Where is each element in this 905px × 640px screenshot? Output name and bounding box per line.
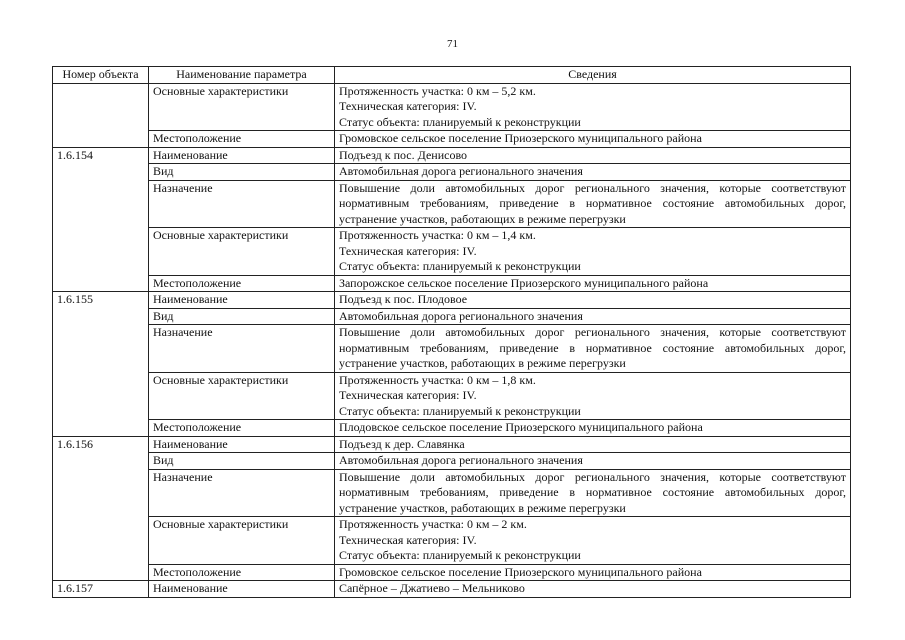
details-line: Повышение доли автомобильных дорог регионального значения, которые соответствуют нормативным требованиям, приведение в нормативное состояние автомобильных дорог, устранение участков, работающих в режиме перегрузки	[339, 325, 846, 370]
details-cell	[335, 180, 851, 228]
parameter-name-cell: Вид	[149, 453, 335, 470]
details-cell	[335, 453, 851, 470]
details-line: Автомобильная дорога регионального значения	[339, 308, 583, 323]
header-parameter-name: Наименование параметра	[149, 67, 335, 84]
details-cell	[335, 325, 851, 373]
parameter-name-cell: Основные характеристики	[149, 372, 335, 420]
parameter-name-cell: Основные характеристики	[149, 228, 335, 276]
details-line: Статус объекта: планируемый к реконструкции	[339, 259, 581, 273]
details-cell	[335, 469, 851, 517]
parameter-name-cell: Наименование	[149, 581, 335, 598]
table-row	[53, 131, 851, 148]
object-number-cell	[53, 372, 149, 420]
details-cell	[335, 164, 851, 181]
details-line: Техническая категория: IV.	[339, 532, 477, 547]
parameter-name-cell: Назначение	[149, 469, 335, 517]
object-number-cell: 1.6.156	[53, 436, 149, 453]
details-line: Протяженность участка: 0 км – 5,2 км.	[339, 83, 536, 98]
table-row	[53, 469, 851, 517]
details-line: Запорожское сельское поселение Приозерского муниципального района	[339, 275, 709, 290]
table-row	[53, 308, 851, 325]
parameter-name-cell: Назначение	[149, 325, 335, 373]
details-cell	[335, 372, 851, 420]
table-header	[53, 67, 851, 84]
table-row	[53, 228, 851, 276]
details-line: Протяженность участка: 0 км – 1,4 км.	[339, 228, 536, 242]
object-number-cell	[53, 420, 149, 437]
object-number-cell	[53, 469, 149, 517]
parameter-name-cell: Вид	[149, 308, 335, 325]
details-line: Автомобильная дорога регионального значения	[339, 453, 583, 467]
parameter-name-cell: Назначение	[149, 180, 335, 228]
details-cell	[335, 83, 851, 131]
table-body	[53, 83, 851, 597]
table-row	[53, 292, 851, 309]
table-row	[53, 564, 851, 581]
details-line: Техническая категория: IV.	[339, 388, 477, 402]
object-number-cell	[53, 83, 149, 131]
table-row	[53, 164, 851, 181]
details-line: Подъезд к пос. Денисово	[339, 147, 468, 162]
details-line: Плодовское сельское поселение Приозерского муниципального района	[339, 420, 703, 434]
header-row	[53, 67, 851, 84]
object-number-cell	[53, 180, 149, 228]
object-number-cell: 1.6.157	[53, 581, 149, 598]
details-cell	[335, 517, 851, 565]
table-row	[53, 517, 851, 565]
object-number-cell: 1.6.155	[53, 292, 149, 309]
details-cell	[335, 275, 851, 292]
details-line: Подъезд к дер. Славянка	[339, 436, 465, 451]
parameter-name-cell: Местоположение	[149, 420, 335, 437]
object-number-cell	[53, 131, 149, 148]
details-cell	[335, 308, 851, 325]
details-line: Статус объекта: планируемый к реконструкции	[339, 403, 581, 418]
parameter-name-cell: Вид	[149, 164, 335, 181]
table-row	[53, 325, 851, 373]
details-line: Протяженность участка: 0 км – 1,8 км.	[339, 372, 536, 387]
details-line: Техническая категория: IV.	[339, 99, 477, 113]
object-number-cell: 1.6.154	[53, 147, 149, 164]
details-line: Техническая категория: IV.	[339, 243, 477, 258]
table-row	[53, 436, 851, 453]
details-cell	[335, 420, 851, 437]
details-line: Протяженность участка: 0 км – 2 км.	[339, 517, 527, 531]
table-row	[53, 180, 851, 228]
details-line: Статус объекта: планируемый к реконструкции	[339, 548, 581, 562]
details-cell	[335, 436, 851, 453]
parameter-name-cell: Основные характеристики	[149, 517, 335, 565]
object-number-cell	[53, 517, 149, 565]
table-row	[53, 372, 851, 420]
table-row	[53, 420, 851, 437]
details-cell	[335, 581, 851, 598]
parameter-name-cell: Местоположение	[149, 131, 335, 148]
page-number: 71	[447, 38, 458, 50]
objects-table	[52, 66, 851, 598]
details-cell	[335, 292, 851, 309]
details-line: Повышение доли автомобильных дорог регионального значения, которые соответствуют нормативным требованиям, приведение в нормативное состояние автомобильных дорог, устранение участков, работающих в режиме перегрузки	[339, 180, 846, 226]
object-number-cell	[53, 325, 149, 373]
table-row	[53, 147, 851, 164]
table-row	[53, 581, 851, 598]
details-cell	[335, 147, 851, 164]
object-number-cell	[53, 308, 149, 325]
header-object-number: Номер объекта	[53, 67, 149, 84]
details-line: Автомобильная дорога регионального значения	[339, 164, 583, 178]
table-row	[53, 275, 851, 292]
details-cell	[335, 131, 851, 148]
table-row	[53, 453, 851, 470]
parameter-name-cell: Местоположение	[149, 275, 335, 292]
details-line: Громовское сельское поселение Приозерского муниципального района	[339, 564, 702, 579]
parameter-name-cell: Основные характеристики	[149, 83, 335, 131]
object-number-cell	[53, 275, 149, 292]
details-cell	[335, 228, 851, 276]
details-line: Повышение доли автомобильных дорог регионального значения, которые соответствуют нормативным требованиям, приведение в нормативное состояние автомобильных дорог, устранение участков, работающих в режиме перегрузки	[339, 469, 846, 515]
parameter-name-cell: Наименование	[149, 292, 335, 309]
object-number-cell	[53, 164, 149, 181]
details-line: Сапёрное – Джатиево – Мельниково	[339, 581, 525, 595]
details-line: Громовское сельское поселение Приозерского муниципального района	[339, 131, 702, 145]
object-number-cell	[53, 453, 149, 470]
details-cell	[335, 564, 851, 581]
parameter-name-cell: Наименование	[149, 436, 335, 453]
object-number-cell	[53, 564, 149, 581]
parameter-name-cell: Местоположение	[149, 564, 335, 581]
object-number-cell	[53, 228, 149, 276]
header-details: Сведения	[335, 67, 851, 84]
table-row	[53, 83, 851, 131]
details-line: Статус объекта: планируемый к реконструкции	[339, 114, 581, 129]
parameter-name-cell: Наименование	[149, 147, 335, 164]
details-line: Подъезд к пос. Плодовое	[339, 292, 468, 306]
